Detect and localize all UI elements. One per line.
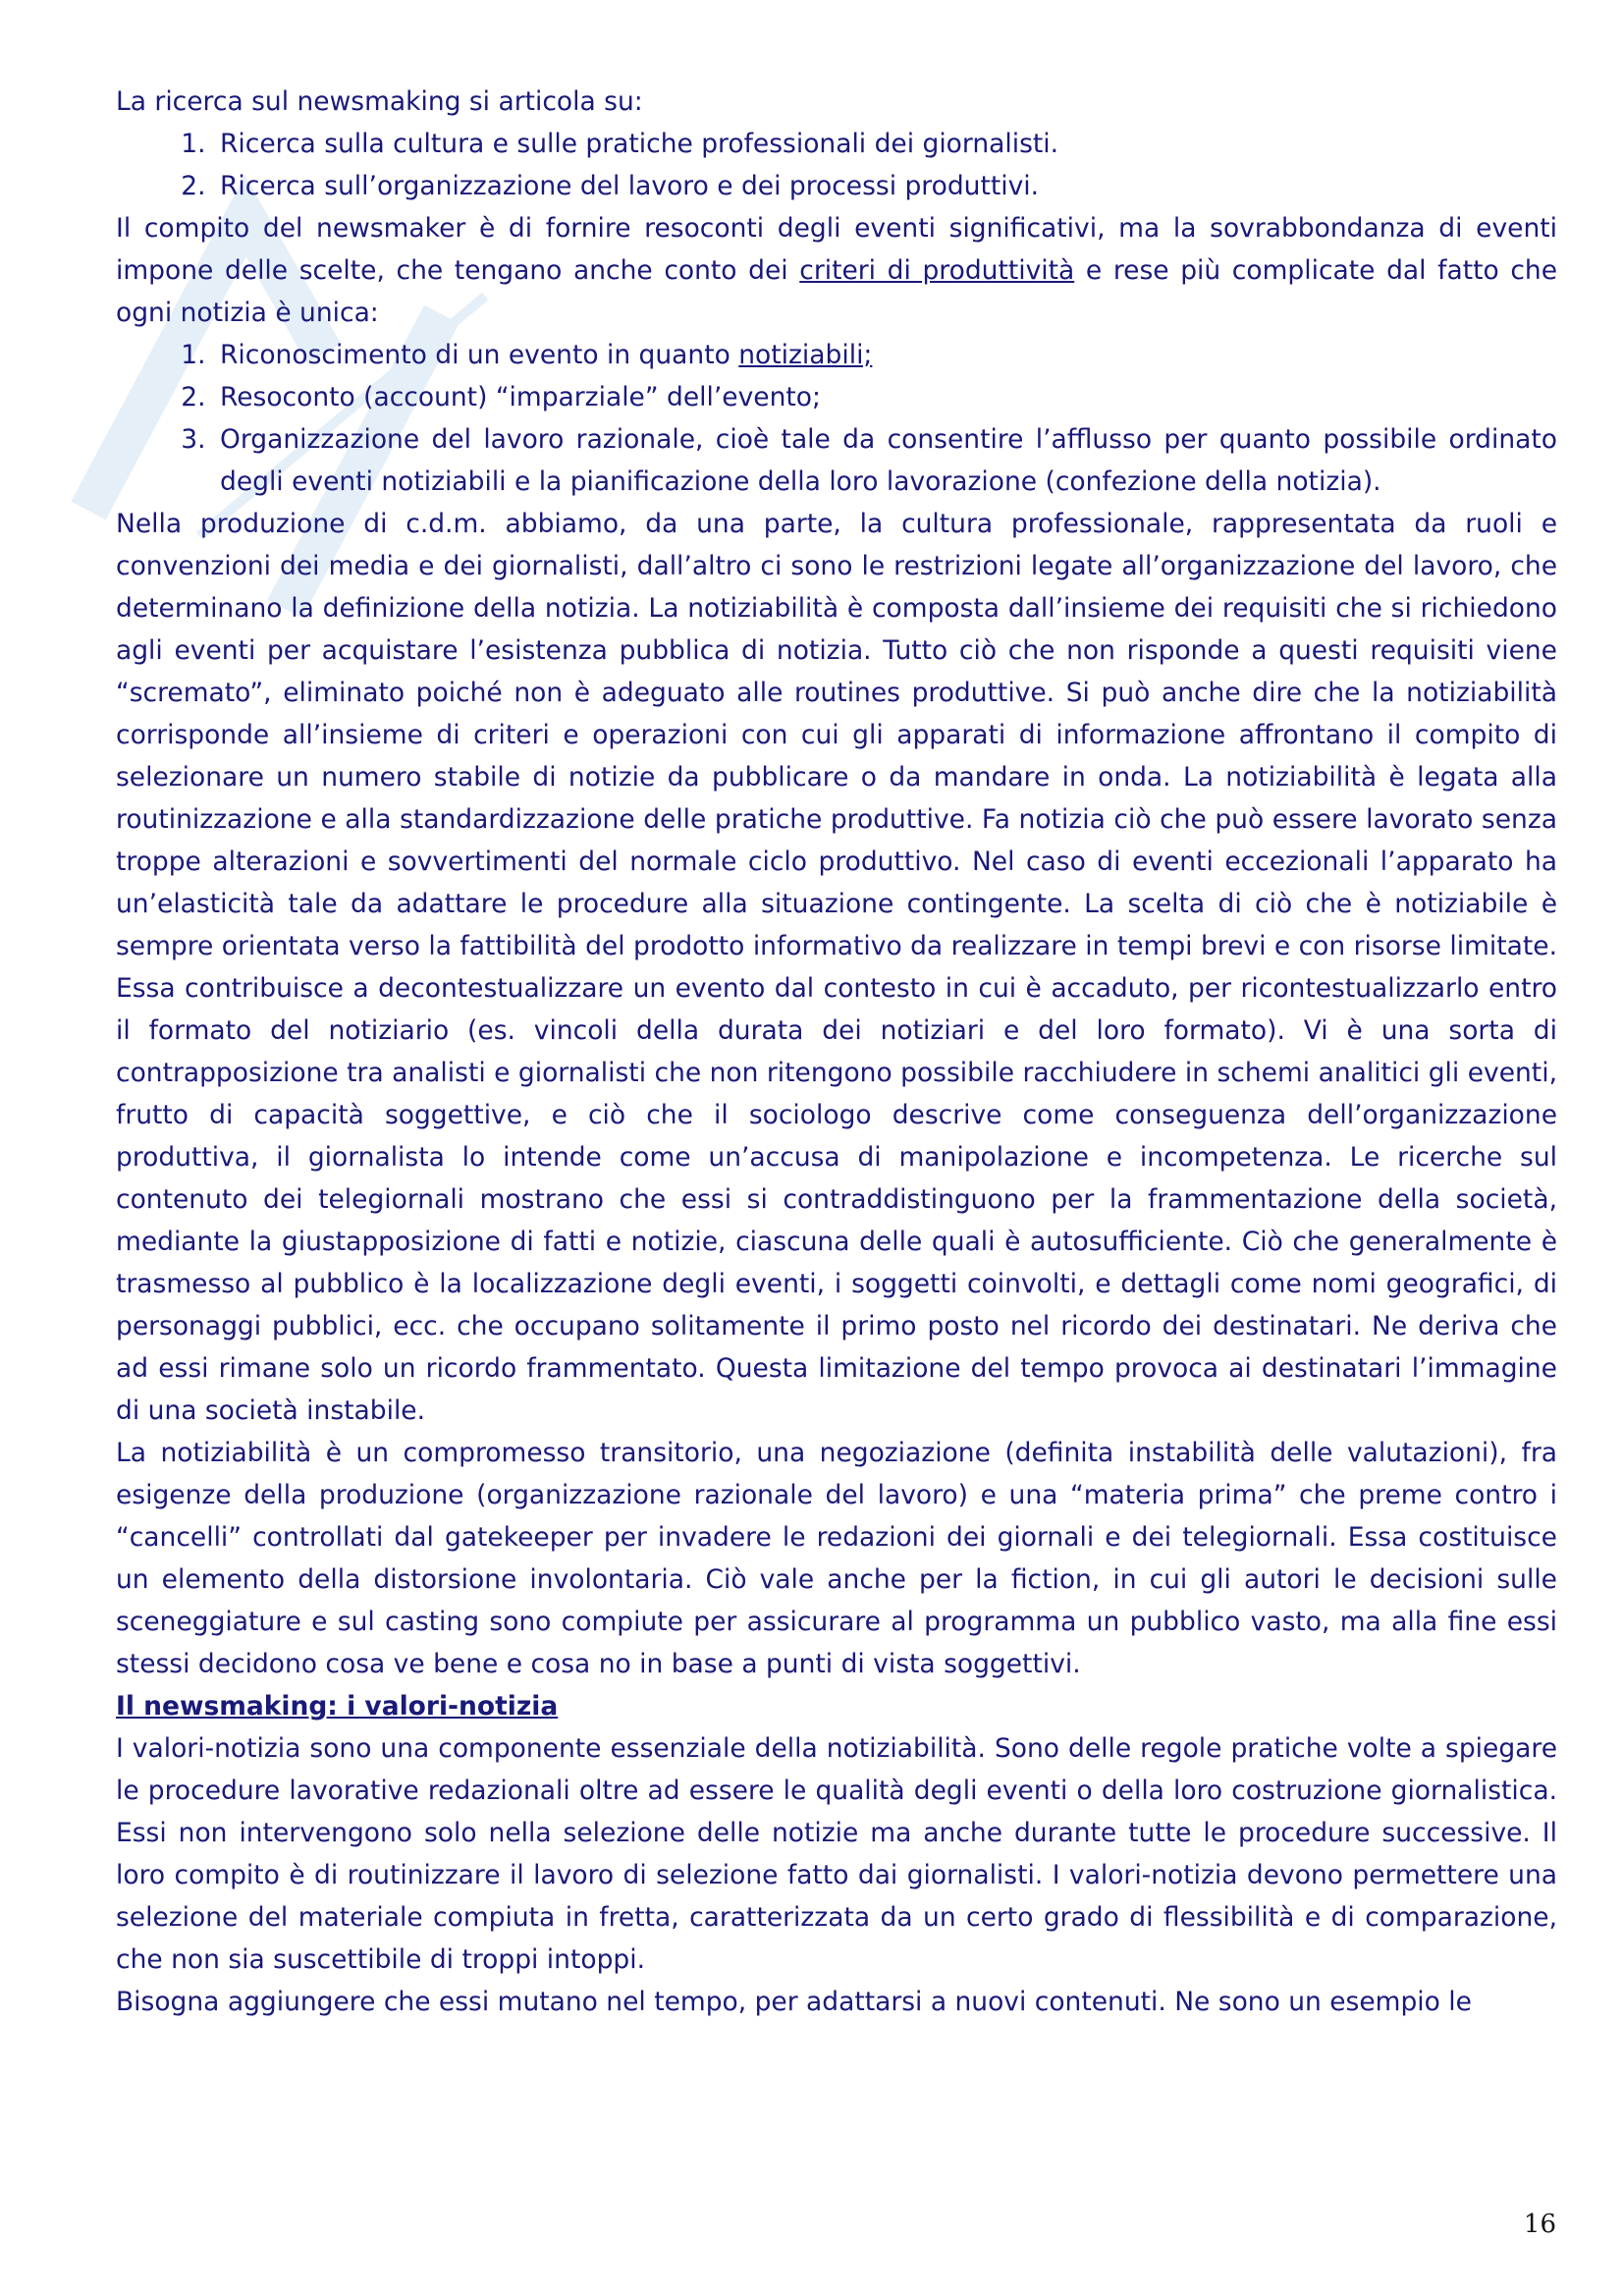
body-paragraph: Bisogna aggiungere che essi mutano nel tempo, per adattarsi a nuovi contenuti. Ne sono un esempio le [116,1987,1472,2017]
list-item: 1. Riconoscimento di un evento in quanto notiziabili; [214,334,1557,376]
body-paragraph: Nella produzione di c.d.m. abbiamo, da una parte, la cultura professionale, rappresentata da ruoli e convenzioni dei media e dei giornalisti, dall’altro ci sono le restrizioni legate all’organizzazione del lavoro, che determinano la definizione della notizia. La notiziabilità è composta dall’insieme dei requisiti che si richiedono agli eventi per acquistare l’esistenza pubblica di notizia. Tutto ciò che non risponde a questi requisiti viene “scremato”, eliminato poiché non è adeguato alle routines produttive. Si può anche dire che la notiziabilità corrisponde all’insieme di criteri e operazioni con cui gli apparati di informazione affrontano il compito di selezionare un numero stabile di notizie da pubblicare o da mandare in onda. La notiziabilità è legata alla routinizzazione e alla standardizzazione delle pratiche produttive. Fa notizia ciò che può essere lavorato senza troppe alterazioni e sovvertimenti del normale ciclo produttivo. Nel caso di eventi eccezionali l’apparato ha un’elasticità tale da adattare le procedure alla situazione contingente. La scelta di ciò che è notiziabile è sempre orientata verso la fattibilità del prodotto informativo da realizzare in tempi brevi e con risorse limitate. Essa contribuisce a decontestualizzare un evento dal contesto in cui è accaduto, per ricontestualizzarlo entro il formato del notiziario (es. vincoli della durata dei notiziari e del loro formato). Vi è una sorta di contrapposizione tra analisti e giornalisti che non ritengono possibile racchiudere in schemi analitici gli eventi, frutto di capacità soggettive, e ciò che il sociologo descrive come conseguenza dell’organizzazione produttiva, il giornalista lo intende come un’accusa di manipolazione e incompetenza. Le ricerche sul contenuto dei telegiornali mostrano che essi si contraddistinguono per la frammentazione della società, mediante la giustapposizione di fatti e notizie, ciascuna delle quali è autosufficiente. Ciò che generalmente è trasmesso al pubblico è la localizzazione degli eventi, i soggetti coinvolti, e dettagli come nomi geografici, di personaggi pubblici, ecc. che occupano solitamente il primo posto nel ricordo dei destinatari. Ne deriva che ad essi rimane solo un ricordo frammentato. Questa limitazione del tempo provoca ai destinatari l’immagine di una società instabile. [116,509,1557,1426]
newsmaker-paragraph: Il compito del newsmaker è di fornire resoconti degli eventi significativi, ma la sovrabbondanza di eventi impone delle scelte, che tengano anche conto dei criteri di produttività e rese più complicate dal fatto che ogni notizia è unica: [116,213,1557,328]
research-list [116,123,1557,207]
criteri-link[interactable]: criteri di produttività [799,255,1075,286]
section-heading: Il newsmaking: i valori-notizia [116,1691,559,1722]
notiziabili-link[interactable]: notiziabili; [738,340,873,370]
page-number: 16 [1523,2210,1556,2239]
list-item: 1. Ricerca sulla cultura e sulle pratiche professionali dei giornalisti. [214,123,1557,165]
steps-list [116,334,1557,503]
intro-paragraph: La ricerca sul newsmaking si articola su: [116,86,643,117]
list-item: 3. Organizzazione del lavoro razionale, cioè tale da consentire l’afflusso per quanto possibile ordinato degli eventi notiziabili e la pianificazione della loro lavorazione (confezione della notizia). [214,418,1557,503]
body-paragraph: La notiziabilità è un compromesso transitorio, una negoziazione (definita instabilità delle valutazioni), fra esigenze della produzione (organizzazione razionale del lavoro) e una “materia prima” che preme contro i “cancelli” controllati dal gatekeeper per invadere le redazioni dei giornali e dei telegiornali. Essa costituisce un elemento della distorsione involontaria. Ciò vale anche per la fiction, in cui gli autori le decisioni sulle sceneggiature e sul casting sono compiute per assicurare al programma un pubblico vasto, ma alla fine essi stessi decidono cosa ve bene e cosa no in base a punti di vista soggettivi. [116,1438,1557,1679]
list-item: 2. Resoconto (account) “imparziale” dell’evento; [214,376,1557,418]
document-page [116,81,1557,2023]
body-paragraph: I valori-notizia sono una componente essenziale della notiziabilità. Sono delle regole pratiche volte a spiegare le procedure lavorative redazionali oltre ad essere le qualità degli eventi o della loro costruzione giornalistica. Essi non intervengono solo nella selezione delle notizie ma anche durante tutte le procedure successive. Il loro compito è di routinizzare il lavoro di selezione fatto dai giornalisti. I valori-notizia devono permettere una selezione del materiale compiuta in fretta, caratterizzata da un certo grado di flessibilità e di comparazione, che non sia suscettibile di troppi intoppi. [116,1733,1557,1975]
list-item: 2. Ricerca sull’organizzazione del lavoro e dei processi produttivi. [214,165,1557,207]
